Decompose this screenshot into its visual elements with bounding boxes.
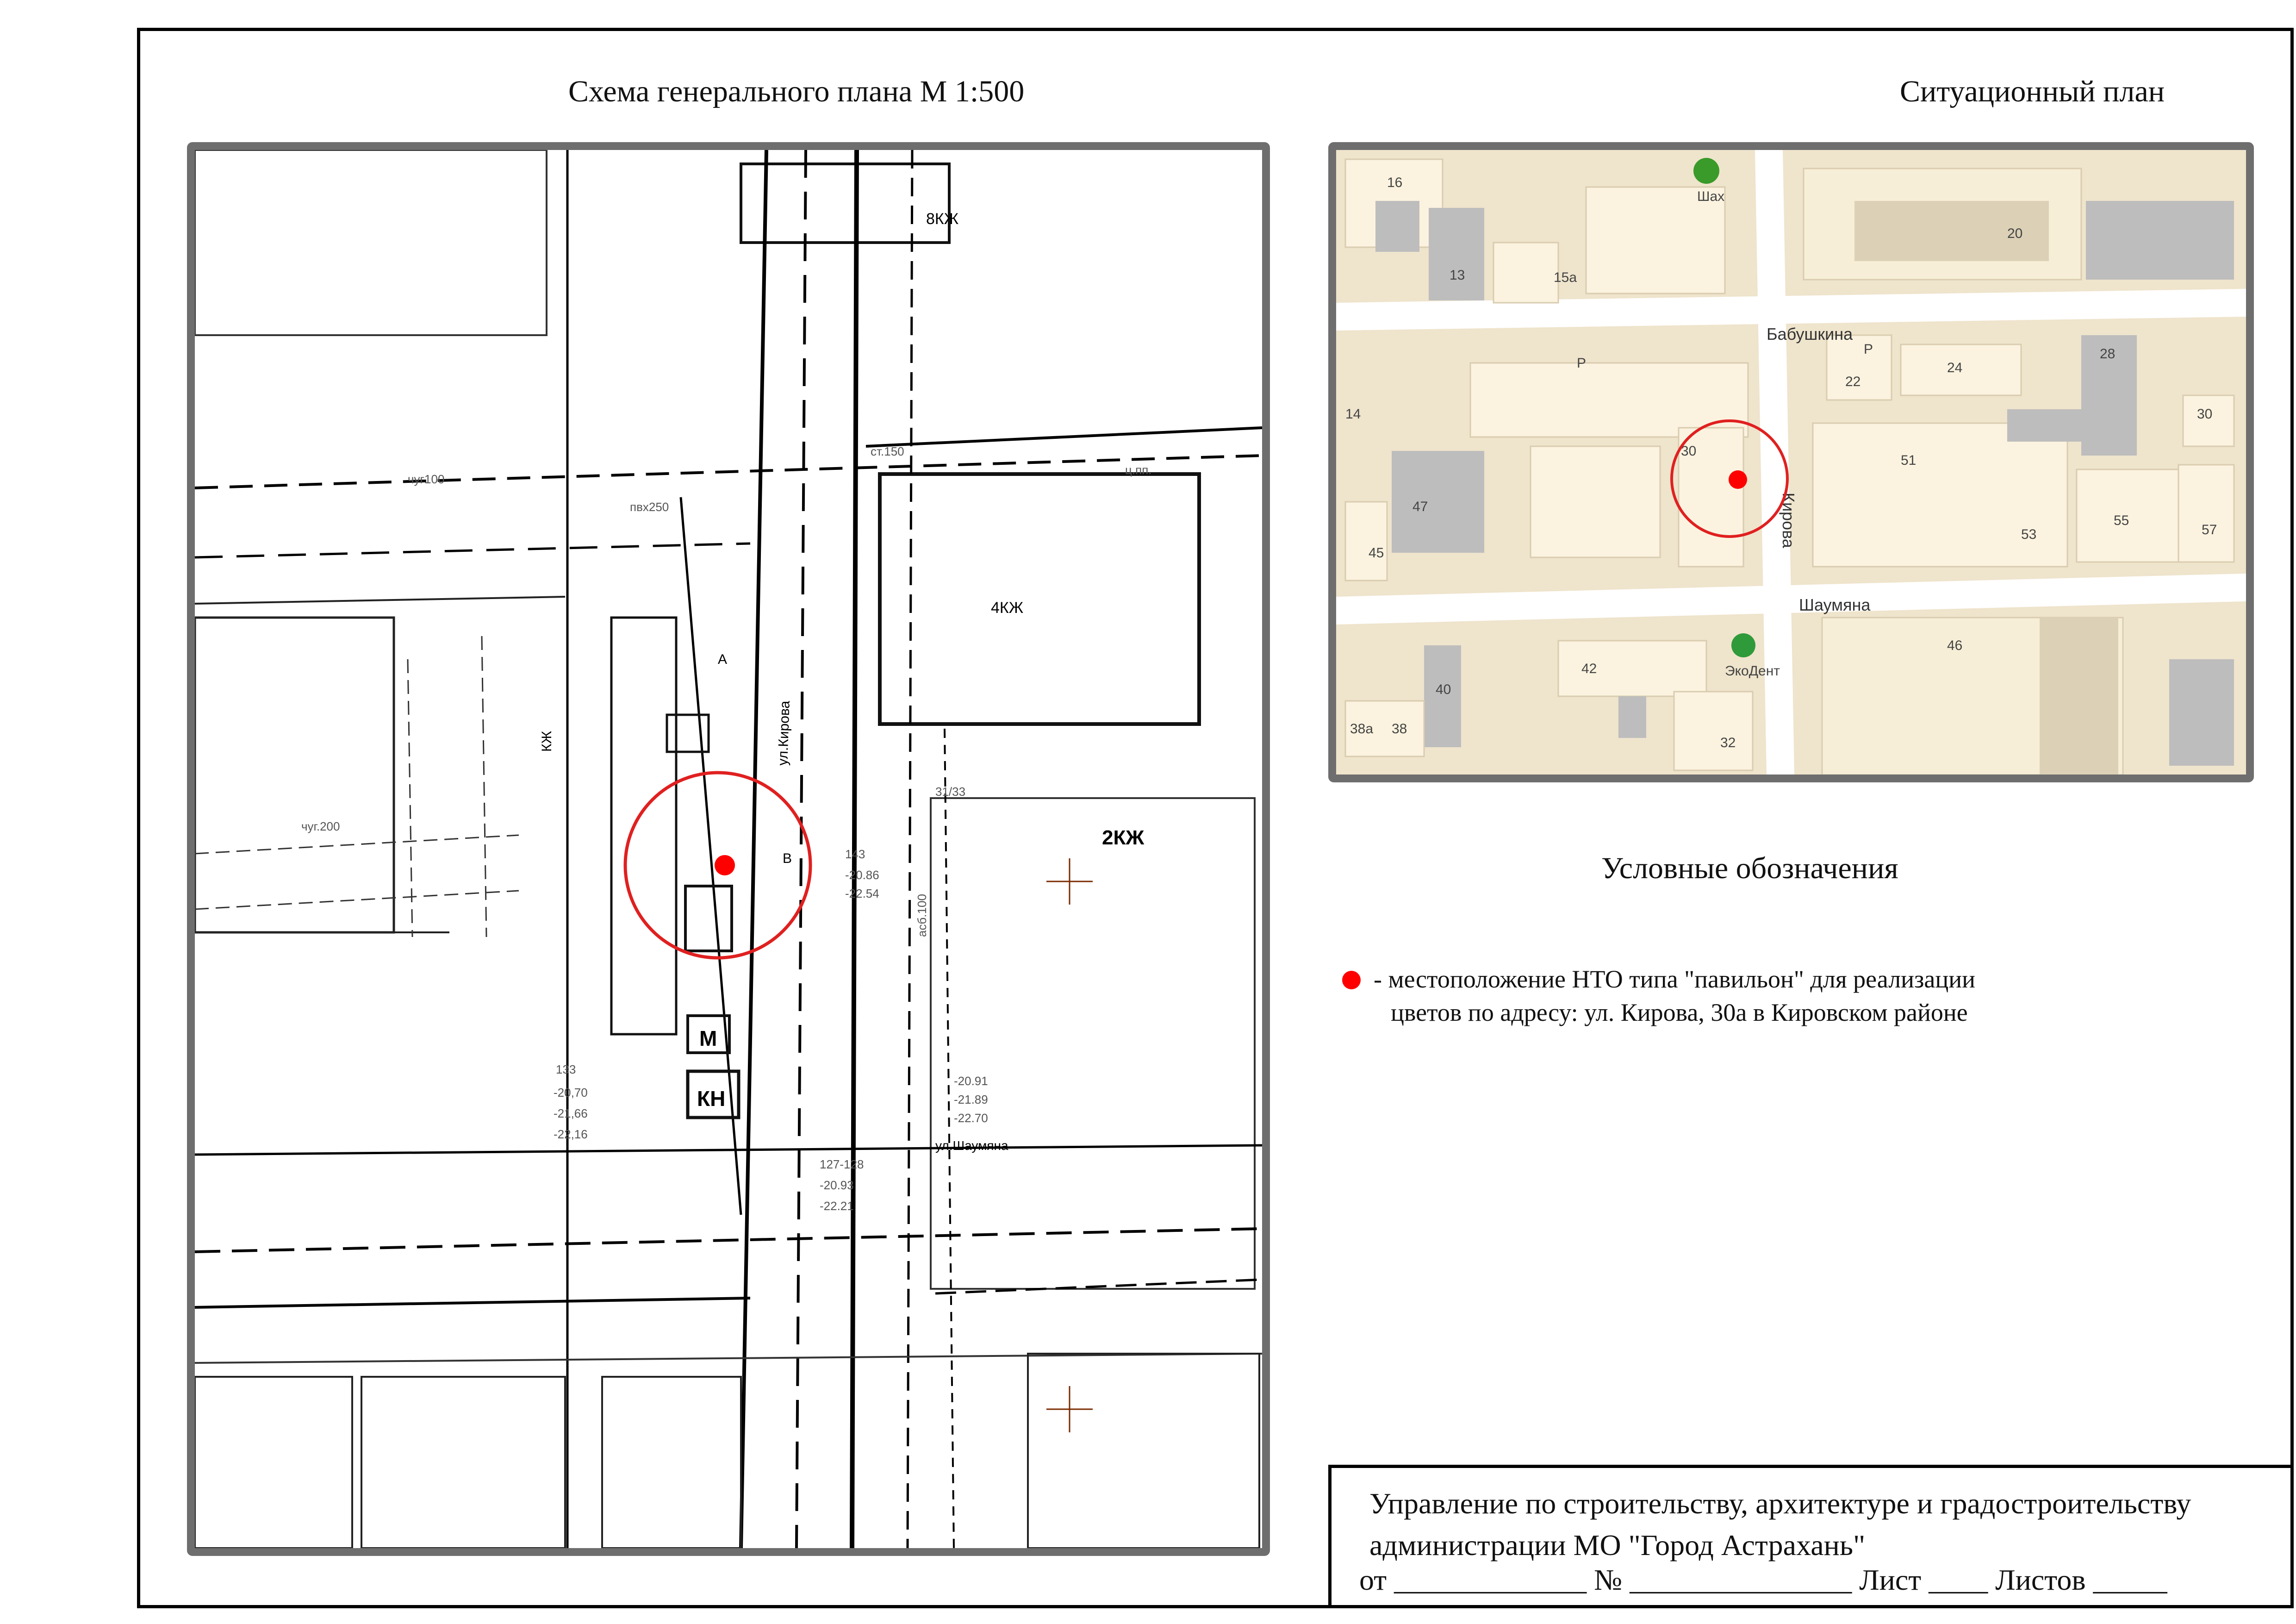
general-plan-map[interactable] — [187, 142, 1270, 1556]
sp-parking-1: Р — [1577, 356, 1587, 371]
sp-bld-51: 51 — [1901, 453, 1916, 468]
gp-util-4: ц.пп. — [1125, 463, 1152, 477]
sp-bld-38: 38 — [1392, 721, 1407, 737]
sp-bld-40: 40 — [1436, 682, 1451, 697]
gp-street-shaumyana: ул.Шаумяна — [935, 1138, 1008, 1153]
sp-bld-30-right: 30 — [2197, 406, 2213, 422]
situational-plan-map[interactable] — [1328, 142, 2254, 782]
gp-kzh-marker: КЖ — [539, 731, 554, 752]
sp-bld-57: 57 — [2202, 522, 2217, 537]
sp-place-ekodent: ЭкоДент — [1725, 663, 1780, 679]
sp-bld-47: 47 — [1412, 499, 1428, 514]
sp-bld-32: 32 — [1720, 735, 1736, 750]
situational-plan-title: Ситуационный план — [1900, 75, 2165, 108]
sp-street-babushkina: Бабушкина — [1767, 325, 1853, 344]
gp-lot-133: 133 — [556, 1062, 576, 1076]
gp-util-1: чуг100 — [408, 472, 445, 486]
gp-util-2: пвх250 — [630, 500, 669, 514]
gp-elev-8: -20.91 — [954, 1074, 988, 1088]
sp-bld-16: 16 — [1387, 175, 1403, 190]
sp-bld-14: 14 — [1345, 406, 1361, 422]
gp-m-marker: М — [699, 1026, 717, 1050]
sp-street-shaumyana: Шаумяна — [1799, 595, 1871, 614]
gp-util-5: чуг.200 — [301, 819, 340, 833]
sp-bld-38a: 38а — [1350, 721, 1374, 737]
sp-bld-42: 42 — [1581, 661, 1597, 676]
gp-util-3: ст.150 — [871, 444, 904, 458]
gp-lot-143: 143 — [845, 847, 865, 861]
situational-plan-drawing — [1336, 150, 2246, 775]
sp-bld-15a: 15а — [1554, 270, 1577, 285]
dental-icon[interactable] — [1731, 633, 1755, 657]
gp-a-marker: А — [718, 652, 728, 667]
sp-bld-28: 28 — [2100, 346, 2116, 362]
general-plan-title: Схема генерального плана М 1:500 — [568, 75, 1025, 108]
legend-line-2: цветов по адресу: ул. Кирова, 30а в Кировском районе — [1391, 999, 1968, 1026]
sp-street-kirova: Кирова — [1779, 493, 1798, 548]
gp-elev-7: -22.21 — [820, 1199, 854, 1213]
sp-bld-20: 20 — [2007, 226, 2023, 241]
gp-util-6: асб.100 — [915, 894, 929, 937]
gp-elev-9: -21.89 — [954, 1093, 988, 1106]
gp-elev-5: -22.54 — [845, 887, 879, 900]
gp-elev-6: -20.93 — [820, 1178, 854, 1192]
stamp-line-2: администрации МО "Город Астрахань" — [1369, 1529, 1866, 1562]
sp-bld-45: 45 — [1369, 545, 1384, 561]
gp-b-marker: В — [783, 851, 792, 866]
gp-elev-1: -20,70 — [554, 1086, 588, 1099]
stamp-line-3: от _____________ № _______________ Лист ____ Листов _____ — [1359, 1563, 2167, 1596]
gp-elev-3: -22,16 — [554, 1127, 588, 1141]
sp-bld-22: 22 — [1845, 374, 1861, 389]
sp-bld-13: 13 — [1450, 268, 1465, 283]
gp-street-kirova: ул.Кирова — [775, 700, 793, 766]
sp-bld-24: 24 — [1947, 360, 1963, 375]
sp-bld-46: 46 — [1947, 638, 1963, 653]
sp-parking-2: Р — [1864, 342, 1873, 357]
legend-title: Условные обозначения — [1601, 851, 1898, 885]
gp-2kzh-marker: 2КЖ — [1102, 826, 1145, 849]
shah-icon[interactable] — [1693, 158, 1719, 184]
gp-elev-2: -21,66 — [554, 1106, 588, 1120]
gp-elev-4: -20.86 — [845, 868, 879, 882]
general-plan-drawing — [195, 150, 1262, 1548]
gp-kn-marker: КН — [697, 1087, 726, 1111]
gp-lot-127: 127-128 — [820, 1157, 864, 1171]
gp-8kzh-marker: 8КЖ — [926, 210, 959, 228]
title-block — [1328, 1465, 2294, 1608]
gp-4kzh-marker: 4КЖ — [991, 599, 1024, 617]
sp-bld-55: 55 — [2114, 513, 2129, 528]
sp-bld-30: 30 — [1681, 443, 1697, 459]
gp-lot-31-33: 31/33 — [935, 785, 966, 799]
legend-line-1: - местоположение НТО типа "павильон" для реализации — [1374, 965, 1976, 993]
sp-bld-53: 53 — [2021, 527, 2037, 542]
legend-marker-icon — [1342, 971, 1361, 989]
sp-place-shah: Шах — [1697, 189, 1725, 204]
site-marker — [715, 855, 735, 875]
gp-elev-10: -22.70 — [954, 1111, 988, 1125]
stamp-line-1: Управление по строительству, архитектуре и градостроительству — [1369, 1487, 2191, 1520]
sp-site-marker — [1729, 470, 1747, 489]
